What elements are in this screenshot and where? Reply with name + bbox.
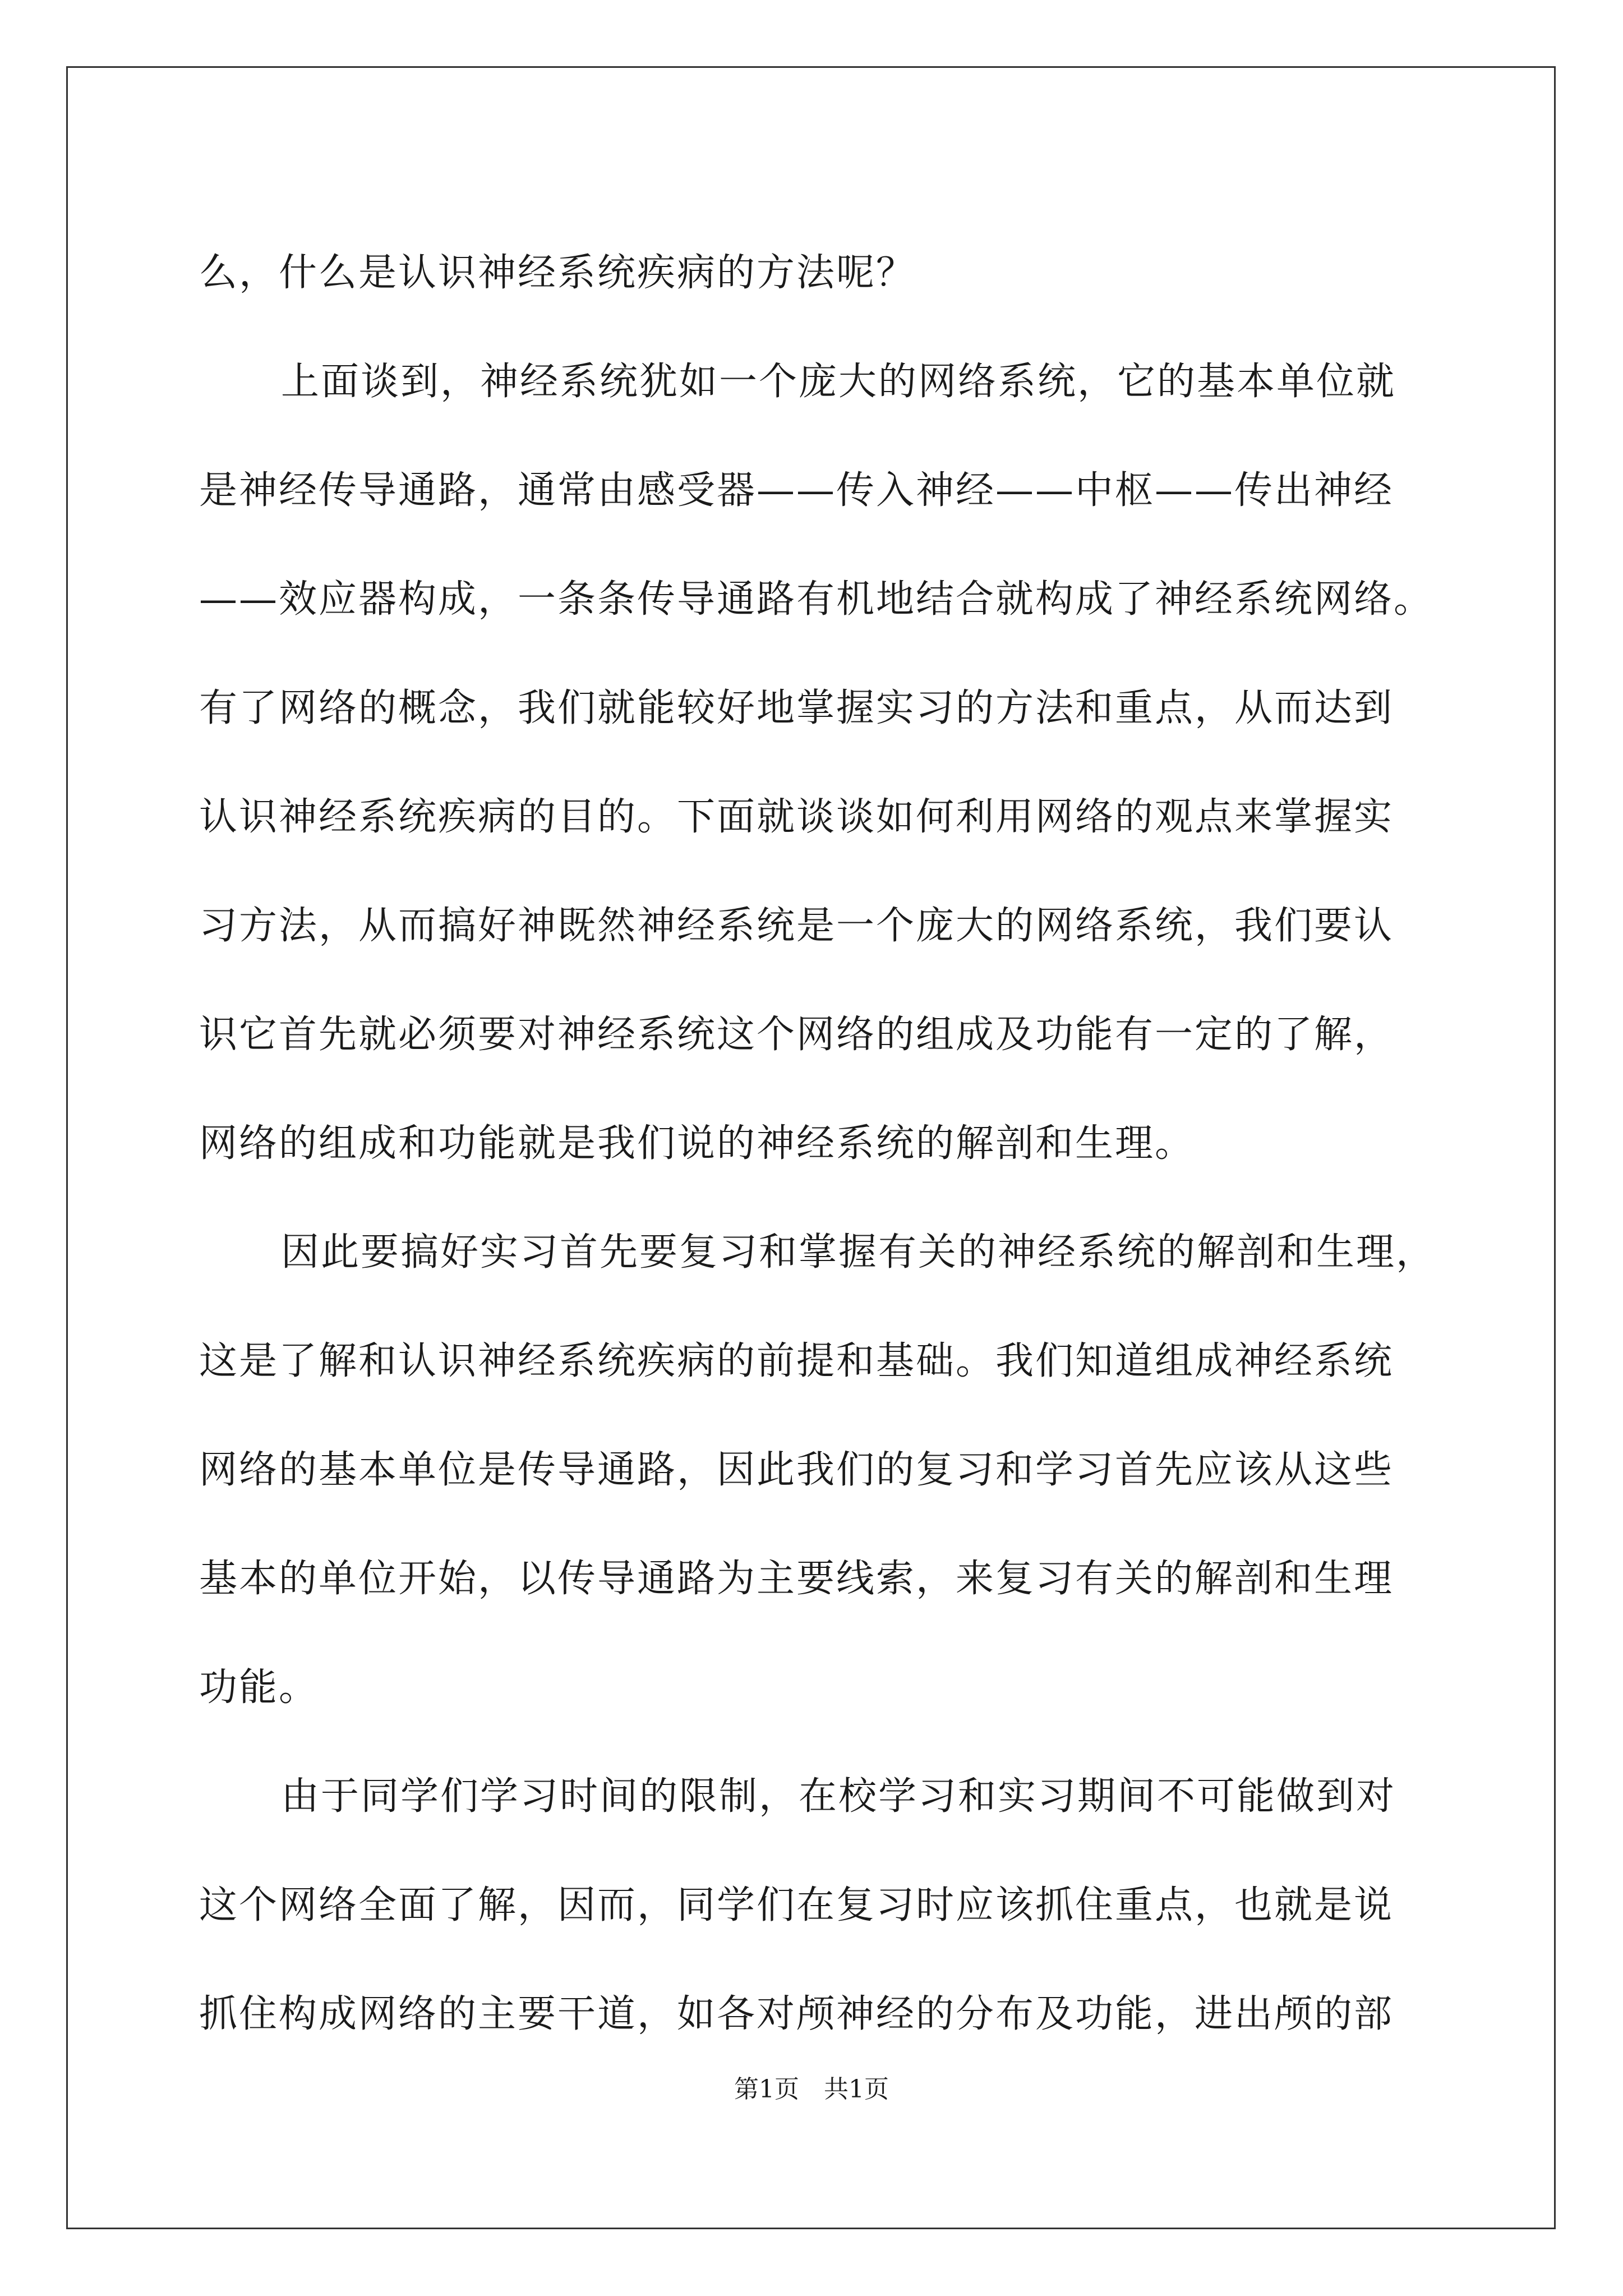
text-line: 功能。 [199, 1665, 319, 1710]
text-line: 识它首先就必须要对神经系统这个网络的组成及功能有一定的了解， [199, 1013, 1394, 1057]
text-line: 抓住构成网络的主要干道，如各对颅神经的分布及功能，进出颅的部 [199, 1992, 1394, 2036]
text-line: 有了网络的概念，我们就能较好地掌握实习的方法和重点，从而达到 [199, 686, 1394, 730]
text-line: 这是了解和认识神经系统疾病的前提和基础。我们知道组成神经系统 [199, 1339, 1394, 1383]
text-line: 是神经传导通路，通常由感受器——传入神经——中枢——传出神经 [199, 468, 1394, 513]
text-line: 基本的单位开始，以传导通路为主要线索，来复习有关的解剖和生理 [199, 1557, 1394, 1601]
text-line: 认识神经系统疾病的目的。下面就谈谈如何利用网络的观点来掌握实 [199, 795, 1394, 839]
text-line: 么，什么是认识神经系统疾病的方法呢？ [199, 251, 916, 295]
text-line: 网络的组成和功能就是我们说的神经系统的解剖和生理。 [199, 1121, 1195, 1166]
page-number-footer: 第1页 共1页 [734, 2075, 889, 2104]
text-line: ——效应器构成，一条条传导通路有机地结合就构成了神经系统网络。 [199, 577, 1434, 622]
paragraph-start-line: 由于同学们学习时间的限制，在校学习和实习期间不可能做到对 [281, 1774, 1396, 1819]
paragraph-start-line: 因此要搞好实习首先要复习和掌握有关的神经系统的解剖和生理， [281, 1230, 1436, 1274]
text-line: 这个网络全面了解，因而，同学们在复习时应该抓住重点，也就是说 [199, 1883, 1394, 1927]
paragraph-start-line: 上面谈到，神经系统犹如一个庞大的网络系统，它的基本单位就 [281, 360, 1396, 404]
text-line: 习方法，从而搞好神既然神经系统是一个庞大的网络系统，我们要认 [199, 904, 1394, 948]
document-body [199, 219, 1436, 2069]
text-line: 网络的基本单位是传导通路，因此我们的复习和学习首先应该从这些 [199, 1448, 1394, 1492]
